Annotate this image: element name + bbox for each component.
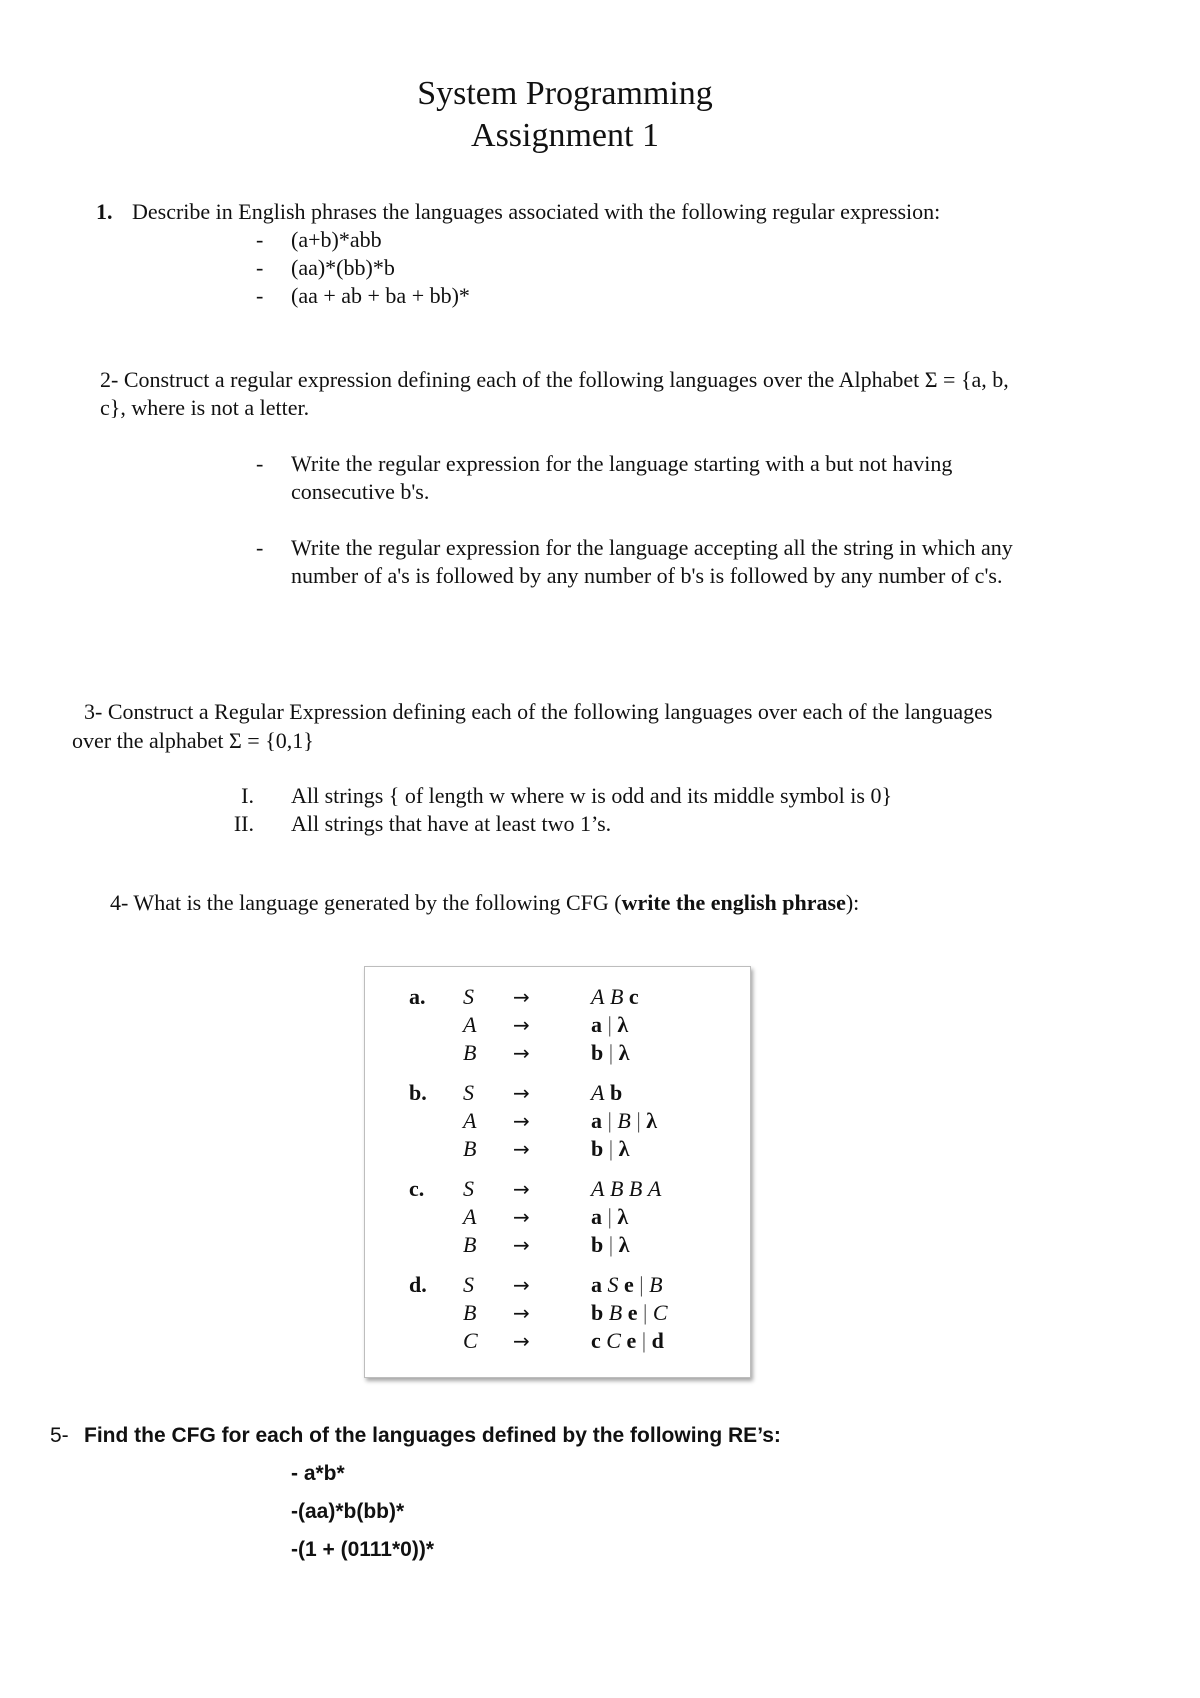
q2-item2-line1: Write the regular expression for the language accepting all the string in which any <box>291 535 1013 560</box>
cfg-rule-rhs: b B e | C <box>591 1300 668 1325</box>
cfg-rules <box>365 967 750 1377</box>
q1-bullet: - <box>256 227 264 252</box>
cfg-rule-lhs: S <box>463 1080 474 1105</box>
q1-text: Describe in English phrases the languages associated with the following regular expression: <box>132 199 941 224</box>
cfg-arrow: → <box>513 1177 530 1201</box>
q2-item2-line2: number of a's is followed by any number of b's is followed by any number of c's. <box>291 563 1003 588</box>
cfg-arrow: → <box>513 1041 530 1065</box>
q2-item1-line2: consecutive b's. <box>291 479 430 504</box>
q5-item: -(1 + (0111*0))* <box>291 1538 435 1561</box>
cfg-rule-lhs: B <box>463 1040 477 1065</box>
cfg-rule-rhs: a S e | B <box>591 1272 663 1297</box>
cfg-rule-rhs: A B B A <box>591 1176 662 1201</box>
cfg-rule-lhs: A <box>463 1012 477 1037</box>
cfg-rule-lhs: S <box>463 1176 474 1201</box>
cfg-rule-lhs: B <box>463 1136 477 1161</box>
cfg-rule-rhs: a | λ <box>591 1204 629 1229</box>
q2-text-line2: c}, where is not a letter. <box>100 395 310 420</box>
q3-numeral: II. <box>233 811 254 836</box>
cfg-rule-lhs: S <box>463 984 474 1009</box>
cfg-rule-rhs: b | λ <box>591 1232 630 1257</box>
q3-item: All strings { of length w where w is odd and its middle symbol is 0} <box>291 783 893 808</box>
q2-bullet: - <box>256 535 264 560</box>
cfg-rule-rhs: c C e | d <box>591 1328 664 1353</box>
q4-text-suffix: ): <box>845 890 860 915</box>
q4-text-bold: write the english phrase <box>621 890 846 915</box>
q5-text: Find the CFG for each of the languages defined by the following RE’s: <box>84 1424 781 1447</box>
cfg-rule-rhs: A b <box>591 1080 623 1105</box>
cfg-arrow: → <box>513 1013 530 1037</box>
cfg-rule-lhs: S <box>463 1272 474 1297</box>
page-subtitle: Assignment 1 <box>471 117 659 154</box>
q4-text-prefix: 4- What is the language generated by the following CFG ( <box>110 890 622 915</box>
cfg-rule-rhs: a | B | λ <box>591 1108 658 1133</box>
q3-item: All strings that have at least two 1’s. <box>291 811 612 836</box>
q3-text-line2: over the alphabet Σ = {0,1} <box>72 728 314 753</box>
cfg-arrow: → <box>513 1273 530 1297</box>
page-title: System Programming <box>417 75 713 112</box>
q1-bullet: - <box>256 255 264 280</box>
cfg-arrow: → <box>513 1205 530 1229</box>
q2-item1-line1: Write the regular expression for the language starting with a but not having <box>291 451 953 476</box>
q1-number: 1. <box>96 199 113 224</box>
q5-item: -(aa)*b(bb)* <box>291 1500 405 1523</box>
cfg-rule-lhs: B <box>463 1300 477 1325</box>
cfg-group-label: c. <box>409 1176 425 1201</box>
cfg-rule-lhs: B <box>463 1232 477 1257</box>
cfg-group-label: d. <box>409 1272 427 1297</box>
cfg-group-label: a. <box>409 984 426 1009</box>
cfg-rule-rhs: a | λ <box>591 1012 629 1037</box>
cfg-arrow: → <box>513 1137 530 1161</box>
cfg-rule-lhs: A <box>463 1108 477 1133</box>
cfg-rule-rhs: b | λ <box>591 1040 630 1065</box>
q4-text <box>110 889 859 917</box>
cfg-group-label: b. <box>409 1080 427 1105</box>
q5-item: - a*b* <box>291 1462 345 1485</box>
cfg-arrow: → <box>513 1081 530 1105</box>
q2-text-line1: 2- Construct a regular expression defining each of the following languages over the Alphabet Σ = {a, b, <box>100 367 1009 392</box>
q2-bullet: - <box>256 451 264 476</box>
q1-item: (aa + ab + ba + bb)* <box>291 283 470 308</box>
cfg-arrow: → <box>513 1301 530 1325</box>
cfg-arrow: → <box>513 1109 530 1133</box>
q1-bullet: - <box>256 283 264 308</box>
cfg-rule-lhs: A <box>463 1204 477 1229</box>
q3-text-line1: 3- Construct a Regular Expression defining each of the following languages over each of the languages <box>84 699 993 724</box>
cfg-figure <box>364 966 751 1378</box>
q5-number: 5- <box>50 1424 69 1447</box>
q3-numeral: I. <box>241 783 254 808</box>
q1-item: (aa)*(bb)*b <box>291 255 395 280</box>
cfg-arrow: → <box>513 1329 530 1353</box>
cfg-arrow: → <box>513 1233 530 1257</box>
cfg-rule-rhs: A B c <box>591 984 639 1009</box>
q1-item: (a+b)*abb <box>291 227 382 252</box>
cfg-rule-rhs: b | λ <box>591 1136 630 1161</box>
cfg-arrow: → <box>513 985 530 1009</box>
cfg-rule-lhs: C <box>463 1328 478 1353</box>
